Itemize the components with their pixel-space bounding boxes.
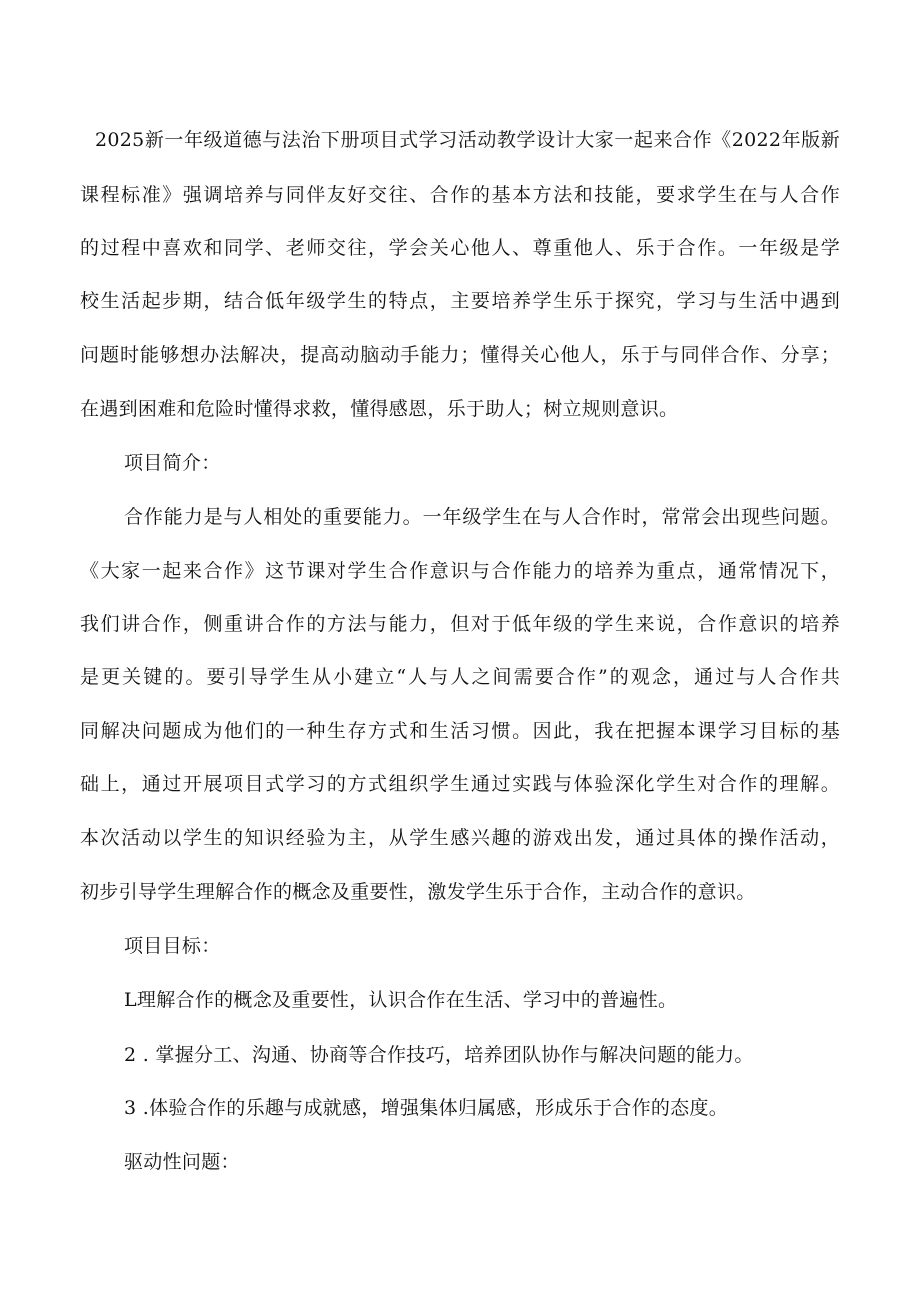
summary-line-5: 同解决问题成为他们的一种生存方式和生活习惯。因此，我在把握本课学习目标的基: [80, 720, 840, 742]
intro-line-1: 2025新一年级道德与法治下册项目式学习活动教学设计大家一起来合作《2022年版新: [95, 129, 840, 151]
intro-line-3: 的过程中喜欢和同学、老师交往，学会关心他人、尊重他人、乐于合作。一年级是学: [80, 237, 840, 259]
summary-line-6: 础上，通过开展项目式学习的方式组织学生通过实践与体验深化学生对合作的理解。: [80, 773, 840, 795]
heading-project-goals: 项目目标：: [124, 935, 221, 957]
goal-item-3: 3 .体验合作的乐趣与成就感，增强集体归属感，形成乐于合作的态度。: [124, 1097, 729, 1119]
intro-line-4: 校生活起步期，结合低年级学生的特点，主要培养学生乐于探究，学习与生活中遇到: [80, 290, 840, 312]
intro-line-5: 问题时能够想办法解决，提高动脑动手能力；懂得关心他人，乐于与同伴合作、分享；: [80, 344, 840, 366]
summary-line-2: 《大家一起来合作》这节课对学生合作意识与合作能力的培养为重点，通常情况下，: [80, 560, 840, 582]
summary-line-4: 是更关键的。要引导学生从小建立“人与人之间需要合作”的观念，通过与人合作共: [80, 666, 840, 688]
intro-line-2: 课程标准》强调培养与同伴友好交往、合作的基本方法和技能，要求学生在与人合作: [80, 184, 840, 206]
heading-project-intro: 项目简介：: [124, 452, 221, 474]
summary-line-3: 我们讲合作，侧重讲合作的方法与能力，但对于低年级的学生来说，合作意识的培养: [80, 613, 840, 635]
intro-line-6: 在遇到困难和危险时懂得求救，懂得感恩，乐于助人；树立规则意识。: [80, 398, 679, 420]
goal-item-2: 2 . 掌握分工、沟通、协商等合作技巧，培养团队协作与解决问题的能力。: [124, 1044, 754, 1066]
heading-driving-question: 驱动性问题：: [124, 1151, 240, 1173]
goal-item-1: L理解合作的概念及重要性，认识合作在生活、学习中的普遍性。: [124, 989, 678, 1011]
summary-line-7: 本次活动以学生的知识经验为主，从学生感兴趣的游戏出发，通过具体的操作活动，: [80, 827, 840, 849]
summary-line-1: 合作能力是与人相处的重要能力。一年级学生在与人合作时，常常会出现些问题。: [124, 506, 840, 528]
summary-line-8: 初步引导学生理解合作的概念及重要性，激发学生乐于合作，主动合作的意识。: [80, 881, 756, 903]
